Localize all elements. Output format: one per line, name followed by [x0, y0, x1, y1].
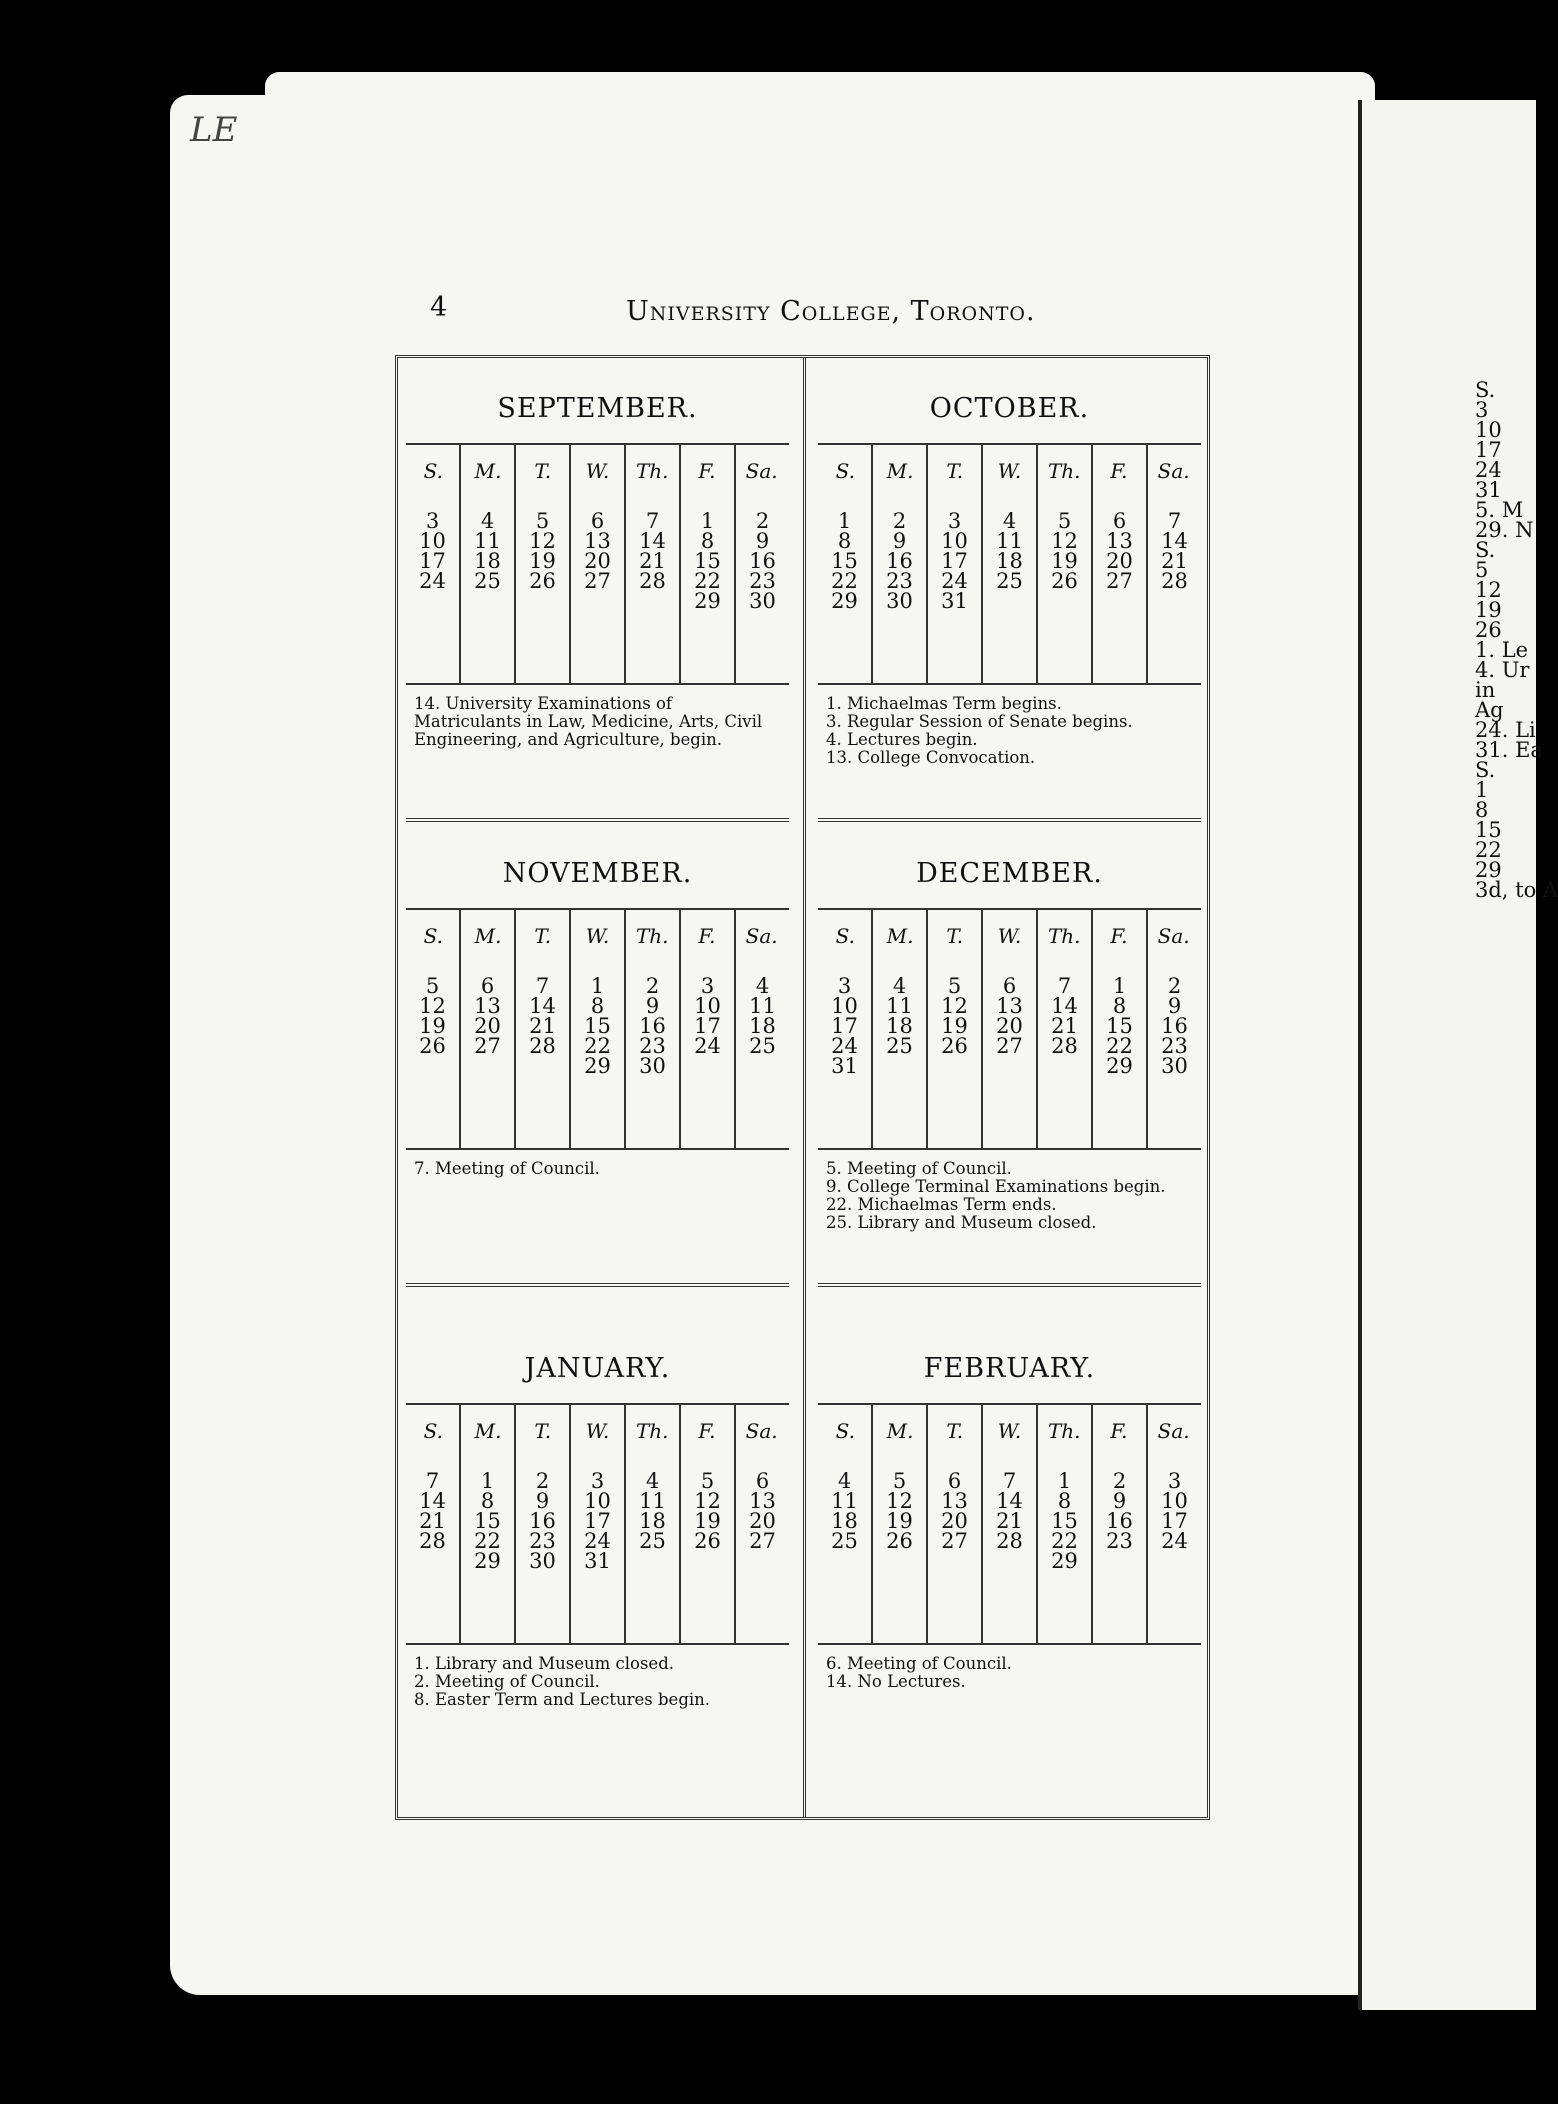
day-column — [734, 908, 789, 1148]
weekday-label: S. — [835, 459, 856, 483]
weekday-label: W. — [997, 924, 1022, 948]
day-column — [1036, 1403, 1091, 1643]
day-grid — [818, 443, 1201, 683]
day-column — [871, 1403, 926, 1643]
day-numbers: 3 10 17 24 — [1161, 1469, 1188, 1553]
weekday-label: Sa. — [745, 459, 778, 483]
day-numbers: 5 12 19 26 — [529, 509, 556, 593]
weekday-label: T. — [534, 459, 552, 483]
note-item: 13. College Convocation. — [826, 748, 1036, 767]
weekday-label: T. — [534, 1419, 552, 1443]
day-numbers: 2 9 16 23 30 — [749, 509, 776, 613]
day-numbers: 2 9 16 23 30 — [1161, 974, 1188, 1078]
note-item: 14. No Lectures. — [826, 1672, 966, 1691]
weekday-label: M. — [886, 459, 914, 483]
day-column — [818, 443, 871, 683]
weekday-label: Th. — [1047, 924, 1081, 948]
weekday-label: Th. — [635, 924, 669, 948]
weekday-label: F. — [698, 924, 716, 948]
month-title: SEPTEMBER. — [497, 393, 698, 424]
month-panel-february — [818, 1323, 1201, 1783]
weekday-label: Sa. — [1157, 1419, 1190, 1443]
month-rule — [818, 1148, 1201, 1150]
day-column — [406, 1403, 459, 1643]
note-item: 4. Lectures begin. — [826, 730, 978, 749]
day-column — [734, 1403, 789, 1643]
note-item: 9. College Terminal Examinations begin. — [826, 1177, 1166, 1196]
day-numbers: 4 11 18 25 — [996, 509, 1023, 593]
weekday-label: M. — [474, 459, 502, 483]
day-numbers: 1 8 15 22 29 — [474, 1469, 501, 1573]
weekday-label: Th. — [1047, 1419, 1081, 1443]
month-title: JANUARY. — [524, 1353, 671, 1384]
weekday-label: Sa. — [745, 1419, 778, 1443]
weekday-label: M. — [474, 924, 502, 948]
weekday-label: S. — [835, 924, 856, 948]
month-panel-january — [406, 1323, 789, 1783]
day-column — [679, 908, 734, 1148]
day-grid — [406, 443, 789, 683]
day-numbers: 1 8 15 22 29 — [694, 509, 721, 613]
day-numbers: 2 9 16 23 30 — [886, 509, 913, 613]
day-numbers: 7 14 21 28 — [419, 1469, 446, 1553]
day-grid — [406, 908, 789, 1148]
weekday-label: F. — [698, 459, 716, 483]
day-numbers: 6 13 20 27 — [1106, 509, 1133, 593]
note-item: 22. Michaelmas Term ends. — [826, 1195, 1057, 1214]
day-column — [926, 443, 981, 683]
weekday-label: Th. — [635, 459, 669, 483]
day-column — [1036, 908, 1091, 1148]
day-column — [406, 908, 459, 1148]
month-panel-december — [818, 828, 1201, 1288]
day-numbers: 6 13 20 27 — [474, 974, 501, 1058]
month-notes — [414, 1160, 784, 1178]
day-numbers: 6 13 20 27 — [996, 974, 1023, 1058]
day-column — [514, 443, 569, 683]
day-grid — [406, 1403, 789, 1643]
day-column — [459, 908, 514, 1148]
month-notes — [826, 1160, 1196, 1232]
day-numbers: 7 14 21 28 — [1161, 509, 1188, 593]
day-column — [1091, 443, 1146, 683]
day-numbers: 7 14 21 28 — [529, 974, 556, 1058]
day-column — [624, 1403, 679, 1643]
weekday-label: W. — [585, 1419, 610, 1443]
note-item: 1. Michaelmas Term begins. — [826, 694, 1062, 713]
weekday-label: S. — [835, 1419, 856, 1443]
note-item: 25. Library and Museum closed. — [826, 1213, 1097, 1232]
month-notes — [826, 1655, 1196, 1691]
day-column — [981, 443, 1036, 683]
day-column — [514, 908, 569, 1148]
day-column — [1091, 908, 1146, 1148]
day-column — [926, 908, 981, 1148]
day-grid — [818, 1403, 1201, 1643]
day-column — [406, 443, 459, 683]
month-notes — [826, 695, 1196, 767]
day-numbers: 2 9 16 23 30 — [639, 974, 666, 1078]
weekday-label: M. — [474, 1419, 502, 1443]
calendar-frame — [395, 355, 1210, 1820]
weekday-label: F. — [1110, 459, 1128, 483]
day-numbers: 7 14 21 28 — [1051, 974, 1078, 1058]
day-column — [679, 1403, 734, 1643]
day-numbers: 4 11 18 25 — [639, 1469, 666, 1553]
day-column — [926, 1403, 981, 1643]
weekday-label: T. — [946, 1419, 964, 1443]
note-item: 1. Library and Museum closed. — [414, 1654, 674, 1673]
day-column — [1146, 1403, 1201, 1643]
day-column — [679, 443, 734, 683]
weekday-label: W. — [585, 924, 610, 948]
day-numbers: 3 10 17 24 — [694, 974, 721, 1058]
note-item: 3. Regular Session of Senate begins. — [826, 712, 1133, 731]
day-numbers: 1 8 15 22 29 — [584, 974, 611, 1078]
day-numbers: 3 10 17 24 31 — [831, 974, 858, 1078]
month-title: OCTOBER. — [929, 393, 1090, 424]
day-column — [981, 908, 1036, 1148]
margin-mark: LE — [190, 110, 238, 150]
weekday-label: Sa. — [1157, 924, 1190, 948]
weekday-label: Sa. — [745, 924, 778, 948]
day-grid — [818, 908, 1201, 1148]
running-head — [430, 292, 1050, 332]
weekday-label: M. — [886, 1419, 914, 1443]
day-column — [459, 443, 514, 683]
day-numbers: 7 14 21 28 — [639, 509, 666, 593]
day-numbers: 4 11 18 25 — [831, 1469, 858, 1553]
note-item: 2. Meeting of Council. — [414, 1672, 600, 1691]
day-column — [1036, 443, 1091, 683]
page-title: University College, Toronto. — [626, 296, 1036, 327]
day-column — [1091, 1403, 1146, 1643]
panel-divider — [818, 1283, 1201, 1287]
month-rule — [406, 1148, 789, 1150]
day-column — [871, 908, 926, 1148]
weekday-label: S. — [423, 459, 444, 483]
weekday-label: F. — [1110, 1419, 1128, 1443]
day-numbers: 5 12 19 26 — [1051, 509, 1078, 593]
day-numbers: 4 11 18 25 — [749, 974, 776, 1058]
weekday-label: W. — [997, 1419, 1022, 1443]
day-column — [734, 443, 789, 683]
day-numbers: 4 11 18 25 — [886, 974, 913, 1058]
month-panel-october — [818, 363, 1201, 823]
day-numbers: 5 12 19 26 — [886, 1469, 913, 1553]
weekday-label: T. — [534, 924, 552, 948]
weekday-label: W. — [585, 459, 610, 483]
note-item: 7. Meeting of Council. — [414, 1159, 600, 1178]
day-column — [624, 443, 679, 683]
day-numbers: 6 13 20 27 — [584, 509, 611, 593]
note-item: 8. Easter Term and Lectures begin. — [414, 1690, 711, 1709]
note-item: 5. Meeting of Council. — [826, 1159, 1012, 1178]
day-numbers: 3 10 17 24 31 — [941, 509, 968, 613]
weekday-label: F. — [1110, 924, 1128, 948]
page-number: 4 — [430, 292, 448, 323]
day-numbers: 1 8 15 22 29 — [1106, 974, 1133, 1078]
weekday-label: S. — [423, 924, 444, 948]
weekday-label: Sa. — [1157, 459, 1190, 483]
day-column — [818, 908, 871, 1148]
day-numbers: 5 12 19 26 — [941, 974, 968, 1058]
day-numbers: 6 13 20 27 — [749, 1469, 776, 1553]
day-numbers: 1 8 15 22 29 — [831, 509, 858, 613]
day-numbers: 4 11 18 25 — [474, 509, 501, 593]
weekday-label: S. — [423, 1419, 444, 1443]
day-column — [871, 443, 926, 683]
weekday-label: Th. — [635, 1419, 669, 1443]
day-column — [569, 908, 624, 1148]
weekday-label: T. — [946, 924, 964, 948]
panel-divider — [406, 818, 789, 822]
weekday-label: Th. — [1047, 459, 1081, 483]
day-column — [514, 1403, 569, 1643]
facing-page-fragment: S. 3 10 17 24 31 5. M 29. N S. 5 12 19 26 1. Le 4. Ur in Ag 24. Li 31. Ea S. 1 8 15 22 29 3d, to A — [1475, 378, 1558, 902]
day-column — [981, 1403, 1036, 1643]
month-rule — [818, 1643, 1201, 1645]
month-title: FEBRUARY. — [923, 1353, 1096, 1384]
center-divider — [803, 358, 806, 1817]
note-item: 6. Meeting of Council. — [826, 1654, 1012, 1673]
day-column — [624, 908, 679, 1148]
panel-divider — [818, 818, 1201, 822]
day-numbers: 3 10 17 24 — [419, 509, 446, 593]
day-column — [459, 1403, 514, 1643]
month-rule — [818, 683, 1201, 685]
day-numbers: 5 12 19 26 — [694, 1469, 721, 1553]
note-item: 14. University Examinations of Matriculants in Law, Medicine, Arts, Civil Engineering, and Agriculture, begin. — [414, 694, 763, 749]
month-title: DECEMBER. — [916, 858, 1103, 889]
month-notes — [414, 1655, 784, 1709]
day-column — [569, 443, 624, 683]
month-rule — [406, 1643, 789, 1645]
day-numbers: 2 9 16 23 30 — [529, 1469, 556, 1573]
month-title: NOVEMBER. — [502, 858, 693, 889]
day-numbers: 3 10 17 24 31 — [584, 1469, 611, 1573]
month-panel-november — [406, 828, 789, 1288]
day-numbers: 7 14 21 28 — [996, 1469, 1023, 1553]
day-column — [1146, 908, 1201, 1148]
day-numbers: 6 13 20 27 — [941, 1469, 968, 1553]
weekday-label: W. — [997, 459, 1022, 483]
day-numbers: 2 9 16 23 — [1106, 1469, 1133, 1553]
day-column — [1146, 443, 1201, 683]
month-rule — [406, 683, 789, 685]
day-numbers: 1 8 15 22 29 — [1051, 1469, 1078, 1573]
day-column — [569, 1403, 624, 1643]
weekday-label: M. — [886, 924, 914, 948]
panel-divider — [406, 1283, 789, 1287]
weekday-label: F. — [698, 1419, 716, 1443]
month-notes — [414, 695, 784, 749]
month-panel-september — [406, 363, 789, 823]
day-column — [818, 1403, 871, 1643]
day-numbers: 5 12 19 26 — [419, 974, 446, 1058]
weekday-label: T. — [946, 459, 964, 483]
